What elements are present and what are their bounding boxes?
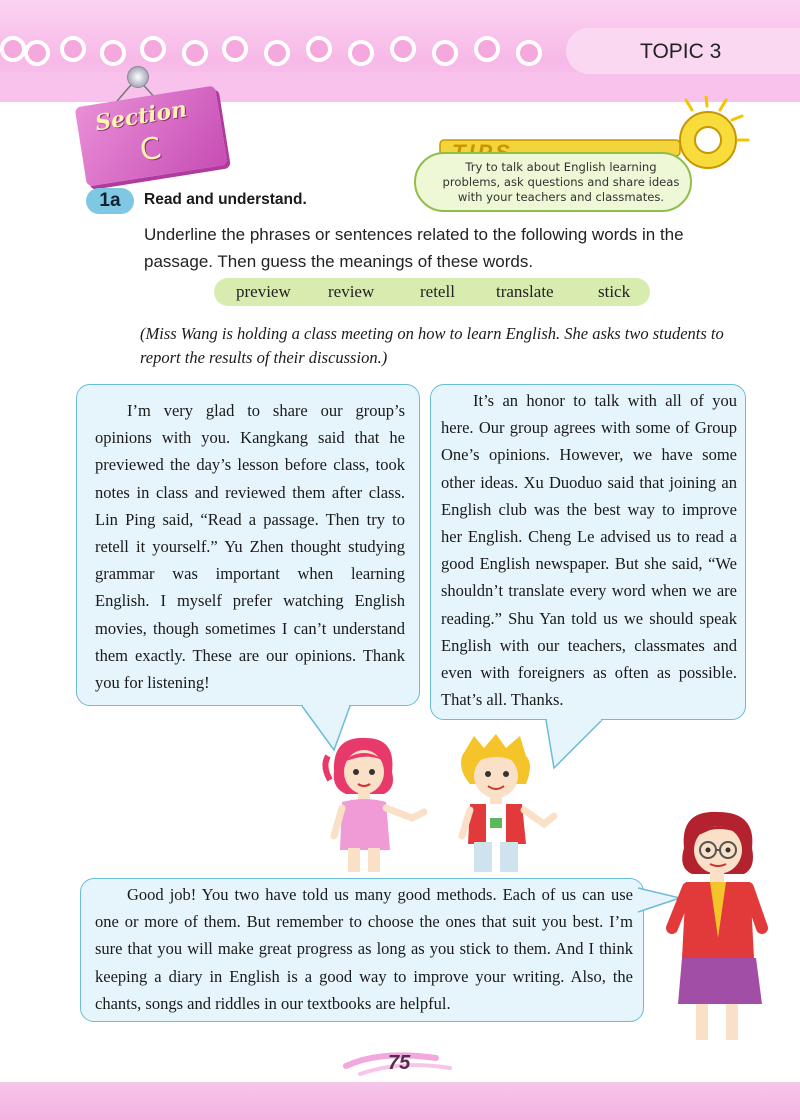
decor-dot [60, 36, 86, 62]
word-bank [214, 278, 650, 306]
tips-bubble: Try to talk about English learning problems, ask questions and share ideas with your teachers and classmates. [414, 152, 692, 212]
activity-heading: Read and understand. [144, 191, 307, 208]
topic-label: TOPIC 3 [640, 40, 722, 63]
page-number: 75 [388, 1052, 411, 1074]
section-letter: C [137, 130, 164, 169]
teacher-figure [664, 808, 774, 1044]
pin-icon [127, 66, 149, 88]
right-speech-bubble [430, 384, 746, 720]
decor-dot [474, 36, 500, 62]
word-item: review [328, 282, 375, 301]
teacher-speech-bubble [80, 878, 644, 1022]
teacher-passage: Good job! You two have told us many good methods. Each of us can use one or more of them. But remember to choose the ones that suit you best. I’m sure that you will make great progress as long as you stick to them. And I think keeping a diary in English is a good way to improve your writing. Also, the chants, songs and riddles in our textbooks are helpful. [95, 885, 633, 1013]
decor-dot [390, 36, 416, 62]
word-item: stick [598, 282, 631, 301]
activity-number-badge: 1a [86, 188, 134, 214]
boy-student-figure [450, 734, 560, 872]
decor-dot [432, 40, 458, 66]
decor-dot [24, 40, 50, 66]
girl-student-figure [312, 732, 432, 872]
context-note: (Miss Wang is holding a class meeting on how to learn English. She asks two students to report the results of their discussion.) [140, 324, 724, 367]
section-title: Section [93, 96, 189, 137]
activity-instruction: Underline the phrases or sentences related to the following words in the passage. Then guess the meanings of these words. [144, 225, 684, 271]
word-item: translate [496, 282, 554, 301]
footer-band [0, 1082, 800, 1120]
decor-dot [348, 40, 374, 66]
decor-dot [222, 36, 248, 62]
header-dots [0, 34, 560, 70]
decor-dot [306, 36, 332, 62]
decor-dot [100, 40, 126, 66]
left-passage: I’m very glad to share our group’s opinions with you. Kangkang said that he previewed the day’s lesson before class, took notes in class and reviewed them after class. Lin Ping said, “Read a passage. Then try to retell it yourself.” Yu Zhen thought studying grammar was important when learning English. I myself prefer watching English movies, though sometimes I can’t understand them exactly. These are our opinions. Thank you for listening! [95, 401, 405, 693]
word-item: preview [236, 282, 291, 301]
decor-dot [264, 40, 290, 66]
word-item: retell [420, 282, 455, 301]
decor-dot [0, 36, 26, 62]
decor-dot [182, 40, 208, 66]
decor-dot [140, 36, 166, 62]
left-speech-bubble [76, 384, 420, 706]
right-passage: It’s an honor to talk with all of you here. Our group agrees with some of Group One’s opinions. However, we have some other ideas. Xu Duoduo said that joining an English club was the best way to improve her English. Cheng Le advised us to read a good English newspaper. But she said, “We shouldn’t translate every word when we are reading.” Shu Yan told us we should speak English with our teachers, classmates and even with foreigners as often as possible. That’s all. Thanks. [441, 391, 737, 710]
decor-dot [516, 40, 542, 66]
